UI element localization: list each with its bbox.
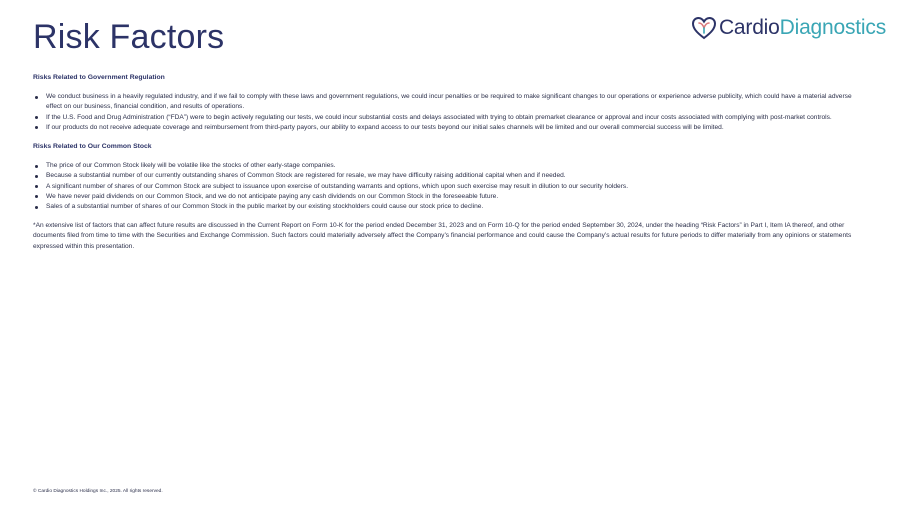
page-title: Risk Factors	[33, 18, 225, 56]
list-item	[33, 113, 863, 123]
list-item-text: If our products do not receive adequate coverage and reimbursement from third-party payors, our ability to expand access to our tests beyond our initial sales channels will be limited and our overall commercial success will be limited.	[46, 123, 724, 131]
list-item	[33, 202, 863, 212]
risk-content	[33, 73, 863, 258]
bullet-list	[33, 92, 863, 133]
list-item	[33, 92, 863, 112]
section-heading: Risks Related to Government Regulation	[33, 74, 165, 81]
company-logo	[691, 16, 886, 40]
section-heading: Risks Related to Our Common Stock	[33, 143, 152, 151]
list-item	[33, 123, 863, 133]
bullet-dot	[35, 165, 38, 168]
bullet-list	[33, 161, 863, 212]
logo-text-cardio: Cardio	[718, 16, 780, 39]
list-item-text: We conduct business in a heavily regulated industry, and if we fail to comply with these laws and government regulations, we could incur penalties or be required to make significant changes to our operations or experience adverse publicity, which could have a material adverse effect on our business, financial condition, and results of operations.	[46, 93, 852, 111]
bullet-dot	[35, 126, 38, 129]
logo-wordmark	[719, 16, 886, 40]
list-item-text: Because a substantial number of our currently outstanding shares of Common Stock are registered for resale, we may have difficulty raising additional capital when and if needed.	[46, 172, 566, 180]
footnote: *An extensive list of factors that can affect future results are discussed in the Current Report on Form 10-K for the period ended December 31, 2023 and on Form 10-Q for the period ended September 30, 2024, under the heading “Risk Factors” in Part I, Item IA thereof, and other documents filed from time to time with the Securities and Exchange Commission. Such factors could materially adversely affect the Company’s financial performance and could cause the Company’s actual results for future periods to differ materially from any opinions or statements expressed within this presentation.	[33, 222, 852, 250]
copyright-notice: © Cardio Diagnostics Holdings Inc., 2025. All rights reserved.	[33, 489, 163, 494]
list-item-text: If the U.S. Food and Drug Administration (“FDA”) were to begin actively regulating our tests, we could incur substantial costs and delays associated with trying to obtain premarket clearance or approval and incur costs associated with complying with post-market controls.	[46, 113, 832, 121]
list-item	[33, 171, 863, 181]
bullet-dot	[35, 175, 38, 178]
bullet-dot	[35, 206, 38, 209]
list-item	[33, 192, 863, 202]
bullet-dot	[35, 116, 38, 119]
section-common-stock	[33, 142, 863, 212]
section-government-regulation	[33, 73, 863, 133]
bullet-dot	[35, 96, 38, 99]
bullet-dot	[35, 195, 38, 198]
bullet-dot	[35, 185, 38, 188]
list-item-text: Sales of a substantial number of shares of our Common Stock in the public market by our existing stockholders could cause our stock price to decline.	[46, 203, 484, 211]
list-item	[33, 182, 863, 192]
heart-logo-icon	[691, 16, 717, 40]
list-item-text: The price of our Common Stock likely will be volatile like the stocks of other early-stage companies.	[46, 162, 336, 170]
list-item-text: A significant number of shares of our Common Stock are subject to issuance upon exercise of outstanding warrants and options, which upon such exercise may result in dilution to our security holders.	[46, 182, 629, 190]
list-item	[33, 161, 863, 171]
list-item-text: We have never paid dividends on our Common Stock, and we do not anticipate paying any cash dividends on our Common Stock in the foreseeable future.	[46, 192, 499, 200]
logo-text-diagnostics: Diagnostics	[779, 16, 886, 39]
